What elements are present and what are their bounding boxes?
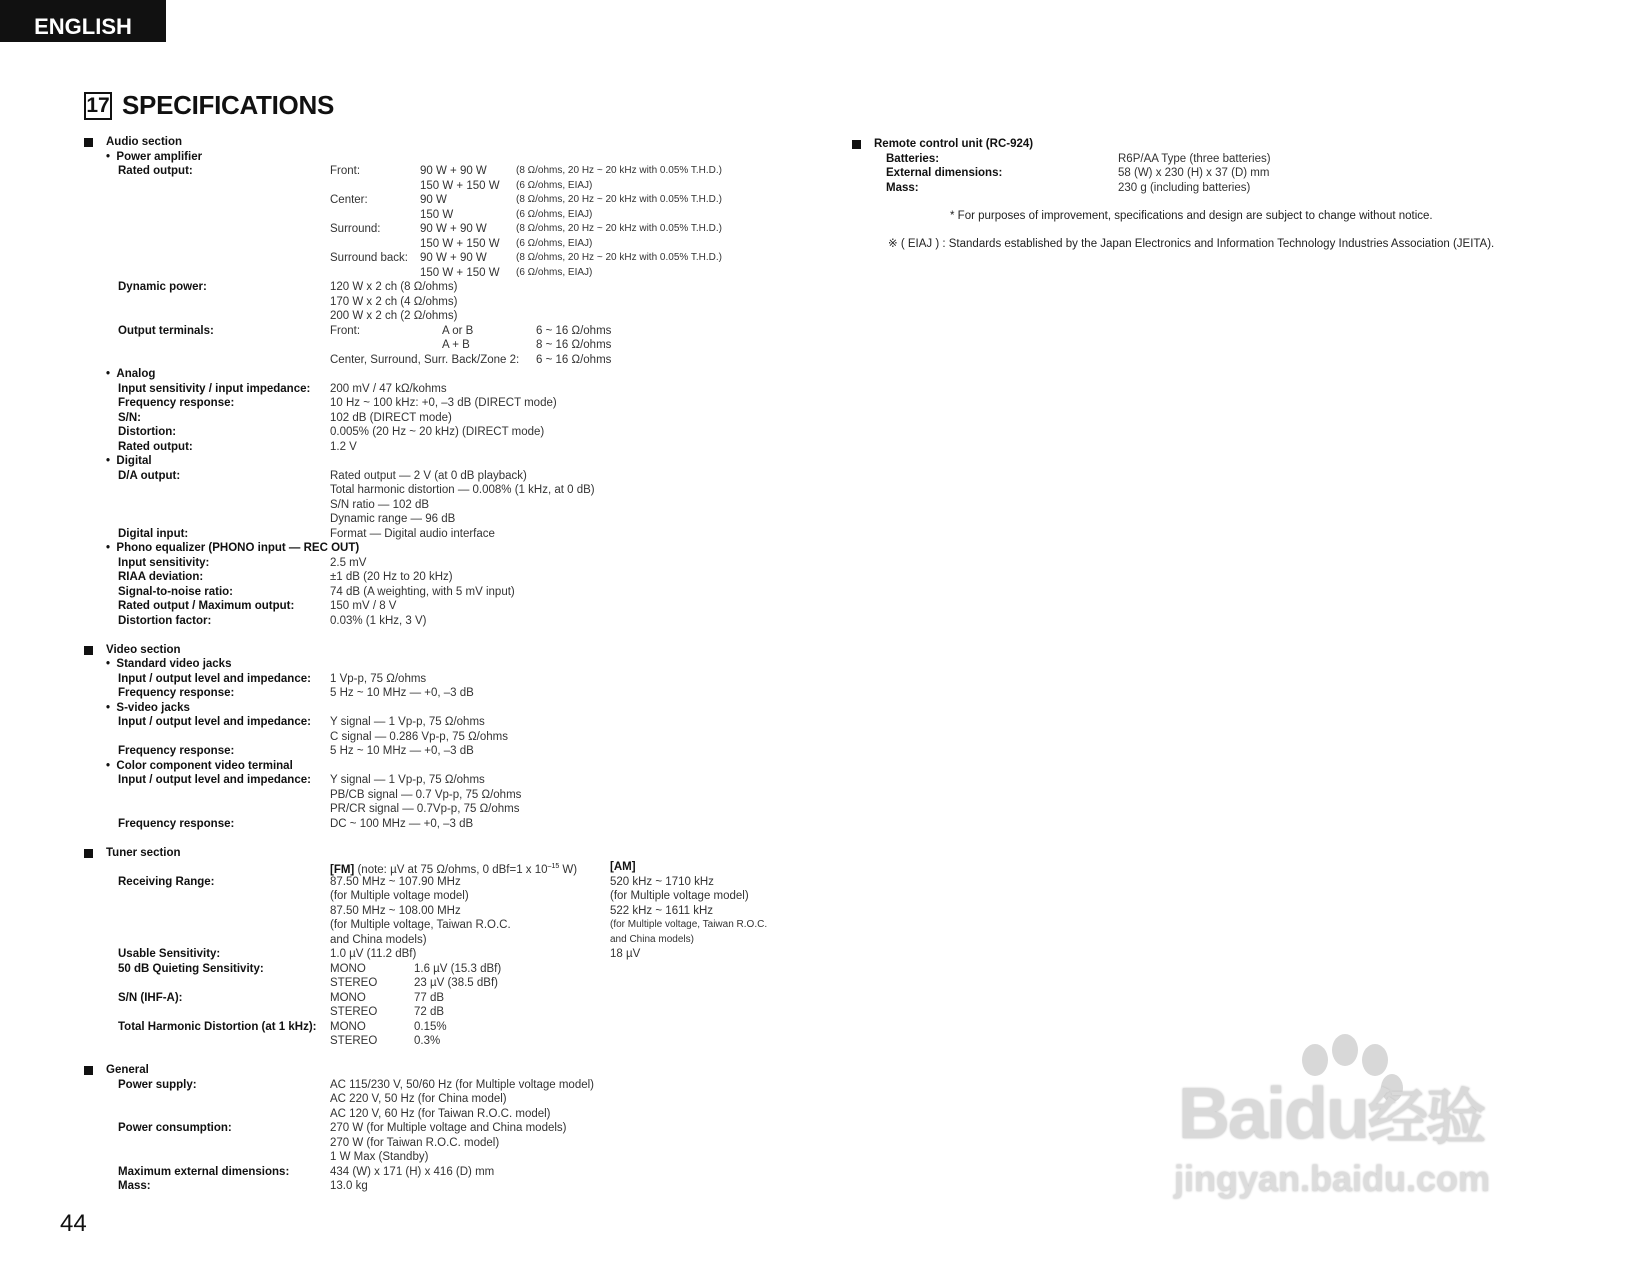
label: Batteries: (886, 152, 940, 165)
label: Frequency response: (118, 817, 235, 830)
value: Center, Surround, Surr. Back/Zone 2: (330, 353, 520, 366)
value: Format — Digital audio interface (330, 527, 495, 540)
value: 150 W + 150 W (420, 237, 500, 250)
value: 87.50 MHz ~ 108.00 MHz (330, 904, 461, 917)
label: Rated output / Maximum output: (118, 600, 295, 612)
value: AC 220 V, 50 Hz (for China model) (330, 1093, 507, 1105)
value: (8 Ω/ohms, 20 Hz ~ 20 kHz with 0.05% T.H.D.) (516, 223, 722, 234)
specs-right-column (852, 137, 1612, 195)
value: 72 dB (414, 1006, 445, 1018)
value: Surround: (330, 223, 381, 235)
eiaj-note-text: ( EIAJ ) : Standards established by the Japan Electronics and Information Technology Industries Association (JEITA). (900, 238, 1495, 250)
value: 23 µV (38.5 dBf) (414, 977, 498, 989)
label: External dimensions: (886, 167, 1003, 179)
value: 77 dB (414, 991, 445, 1004)
value: 10 Hz ~ 100 kHz: +0, –3 dB (DIRECT mode) (330, 397, 557, 409)
value: 90 W + 90 W (420, 165, 487, 177)
label: Input sensitivity: (118, 556, 210, 569)
value: 0.03% (1 kHz, 3 V) (330, 614, 427, 627)
value: 102 dB (DIRECT mode) (330, 411, 452, 424)
value: 270 W (for Taiwan R.O.C. model) (330, 1136, 500, 1149)
value: 170 W x 2 ch (4 Ω/ohms) (330, 295, 458, 308)
label: Output terminals: (118, 324, 214, 337)
value: STEREO (330, 1035, 378, 1047)
section-square (84, 849, 93, 858)
value: 1 Vp-p, 75 Ω/ohms (330, 672, 427, 685)
value: ±1 dB (20 Hz to 20 kHz) (330, 571, 453, 583)
value: 8 ~ 16 Ω/ohms (536, 339, 612, 351)
label: Usable Sensitivity: (118, 948, 221, 960)
value: 6 ~ 16 Ω/ohms (536, 324, 612, 337)
baidu-watermark (1170, 1030, 1570, 1210)
value: 150 mV / 8 V (330, 600, 397, 612)
value: AC 120 V, 60 Hz (for Taiwan R.O.C. model) (330, 1107, 551, 1120)
label: Power consumption: (118, 1122, 232, 1134)
section-square (84, 138, 93, 147)
value: 150 W (420, 208, 454, 221)
value: 1.6 µV (15.3 dBf) (414, 962, 502, 975)
page-heading (84, 90, 334, 121)
value: 230 g (including batteries) (1118, 181, 1251, 194)
label: Frequency response: (118, 397, 235, 409)
value: A or B (442, 324, 474, 337)
value: MONO (330, 991, 366, 1004)
value: 522 kHz ~ 1611 kHz (610, 904, 714, 917)
label: Mass: (118, 1180, 151, 1192)
subheading: • Color component video terminal (106, 759, 293, 772)
value: (8 Ω/ohms, 20 Hz ~ 20 kHz with 0.05% T.H.D.) (516, 194, 722, 205)
value: AC 115/230 V, 50/60 Hz (for Multiple voltage model) (330, 1078, 595, 1091)
section-heading-remote: Remote control unit (RC-924) (874, 138, 1034, 150)
value: 200 W x 2 ch (2 Ω/ohms) (330, 310, 458, 322)
value: (8 Ω/ohms, 20 Hz ~ 20 kHz with 0.05% T.H.D.) (516, 165, 722, 176)
am-header: [AM] (610, 861, 636, 873)
page-number: 44 (60, 1210, 87, 1237)
value: Front: (330, 165, 361, 177)
value: Surround back: (330, 252, 408, 264)
value: 150 W + 150 W (420, 179, 500, 192)
value: 434 (W) x 171 (H) x 416 (D) mm (330, 1165, 495, 1178)
label: Total Harmonic Distortion (at 1 kHz): (118, 1020, 317, 1033)
label: 50 dB Quieting Sensitivity: (118, 962, 264, 975)
eiaj-note (888, 236, 1494, 250)
value: MONO (330, 962, 366, 975)
page-title: SPECIFICATIONS (122, 90, 335, 120)
label: Rated output: (118, 440, 193, 453)
label: Frequency response: (118, 687, 235, 699)
value: 0.3% (414, 1035, 441, 1047)
subheading: • Digital (106, 455, 152, 467)
value: 150 W + 150 W (420, 266, 500, 279)
label: Frequency response: (118, 745, 235, 757)
value: 120 W x 2 ch (8 Ω/ohms) (330, 281, 458, 293)
section-heading-video: Video section (106, 643, 181, 656)
value: (6 Ω/ohms, EIAJ) (516, 179, 593, 191)
label: Receiving Range: (118, 875, 215, 888)
subheading: • Power amplifier (106, 150, 203, 163)
value: (6 Ω/ohms, EIAJ) (516, 237, 593, 249)
value: (for Multiple voltage model) (330, 890, 469, 902)
label: D/A output: (118, 469, 181, 482)
value: (for Multiple voltage, Taiwan R.O.C. (330, 919, 511, 931)
watermark-url: jingyan.baidu.com (1174, 1158, 1491, 1199)
label: Distortion factor: (118, 614, 212, 627)
specs-left-column (84, 135, 824, 1194)
value: STEREO (330, 977, 378, 989)
value: Front: (330, 324, 361, 337)
value: MONO (330, 1020, 366, 1033)
label: Power supply: (118, 1078, 197, 1091)
section-heading-tuner: Tuner section (106, 846, 181, 859)
value: 90 W + 90 W (420, 223, 487, 235)
value: and China models) (610, 933, 694, 945)
label: RIAA deviation: (118, 571, 204, 583)
section-heading-audio: Audio section (106, 136, 183, 148)
value: 0.15% (414, 1020, 447, 1033)
value: STEREO (330, 1006, 378, 1018)
value: 6 ~ 16 Ω/ohms (536, 353, 612, 366)
value: 1 W Max (Standby) (330, 1151, 429, 1163)
label: Input / output level and impedance: (118, 672, 311, 685)
value: Total harmonic distortion — 0.008% (1 kHz, at 0 dB) (330, 484, 595, 496)
value: C signal — 0.286 Vp-p, 75 Ω/ohms (330, 730, 508, 743)
value: A + B (442, 339, 470, 351)
watermark-brand: Baidu经验 (1178, 1074, 1485, 1154)
value: 2.5 mV (330, 556, 367, 569)
label: Rated output: (118, 165, 193, 177)
section-number: 17 (84, 92, 112, 120)
label: Dynamic power: (118, 281, 207, 293)
value: DC ~ 100 MHz — +0, –3 dB (330, 817, 474, 830)
value: PB/CB signal — 0.7 Vp-p, 75 Ω/ohms (330, 788, 522, 801)
section-square (852, 140, 861, 149)
value: Rated output — 2 V (at 0 dB playback) (330, 469, 527, 482)
improvement-note: * For purposes of improvement, specifications and design are subject to change without notice. (950, 210, 1433, 222)
label: S/N (IHF-A): (118, 991, 183, 1004)
value: 270 W (for Multiple voltage and China models) (330, 1122, 567, 1134)
subheading: • S-video jacks (106, 701, 190, 714)
value: 74 dB (A weighting, with 5 mV input) (330, 585, 515, 598)
value: (for Multiple voltage, Taiwan R.O.C. (610, 919, 768, 930)
value: 520 kHz ~ 1710 kHz (610, 875, 714, 888)
subheading: • Analog (106, 368, 156, 380)
value: Y signal — 1 Vp-p, 75 Ω/ohms (330, 774, 485, 786)
value: S/N ratio — 102 dB (330, 498, 430, 511)
value: (for Multiple voltage model) (610, 890, 749, 902)
reference-mark: ※ (888, 238, 898, 250)
value: 200 mV / 47 kΩ/kohms (330, 382, 447, 395)
value: 18 µV (610, 948, 641, 960)
section-square (84, 1066, 93, 1075)
value: 90 W + 90 W (420, 252, 487, 264)
value: PR/CR signal — 0.7Vp-p, 75 Ω/ohms (330, 803, 520, 815)
value: Dynamic range — 96 dB (330, 513, 456, 525)
value: 90 W (420, 194, 447, 206)
value: and China models) (330, 933, 427, 946)
fm-header: [FM] (note: µV at 75 Ω/ohms, 0 dBf=1 x $10^{-15}$ W) (330, 863, 578, 876)
value: Y signal — 1 Vp-p, 75 Ω/ohms (330, 716, 485, 728)
label: Digital input: (118, 527, 189, 540)
value: R6P/AA Type (three batteries) (1118, 152, 1271, 165)
value: 1.0 µV (11.2 dBf) (330, 948, 417, 960)
language-tab: ENGLISH (0, 0, 166, 42)
label: Input / output level and impedance: (118, 774, 311, 786)
label: Maximum external dimensions: (118, 1165, 290, 1178)
label: Distortion: (118, 426, 177, 438)
label: Input / output level and impedance: (118, 716, 311, 728)
subheading: • Standard video jacks (106, 658, 232, 670)
value: 58 (W) x 230 (H) x 37 (D) mm (1118, 167, 1270, 179)
value: (8 Ω/ohms, 20 Hz ~ 20 kHz with 0.05% T.H.D.) (516, 252, 722, 263)
value: 1.2 V (330, 440, 357, 453)
label: S/N: (118, 411, 141, 424)
value: Center: (330, 194, 368, 206)
section-heading-general: General (106, 1064, 149, 1076)
label: Signal-to-noise ratio: (118, 585, 233, 598)
section-square (84, 646, 93, 655)
label: Input sensitivity / input impedance: (118, 382, 311, 395)
value: 0.005% (20 Hz ~ 20 kHz) (DIRECT mode) (330, 426, 545, 438)
value: (6 Ω/ohms, EIAJ) (516, 266, 593, 278)
value: 5 Hz ~ 10 MHz — +0, –3 dB (330, 745, 474, 757)
label: Mass: (886, 181, 919, 194)
value: (6 Ω/ohms, EIAJ) (516, 208, 593, 220)
value: 87.50 MHz ~ 107.90 MHz (330, 875, 461, 888)
value: 5 Hz ~ 10 MHz — +0, –3 dB (330, 687, 474, 699)
value: 13.0 kg (330, 1180, 368, 1192)
subheading: • Phono equalizer (PHONO input — REC OUT) (106, 542, 360, 554)
